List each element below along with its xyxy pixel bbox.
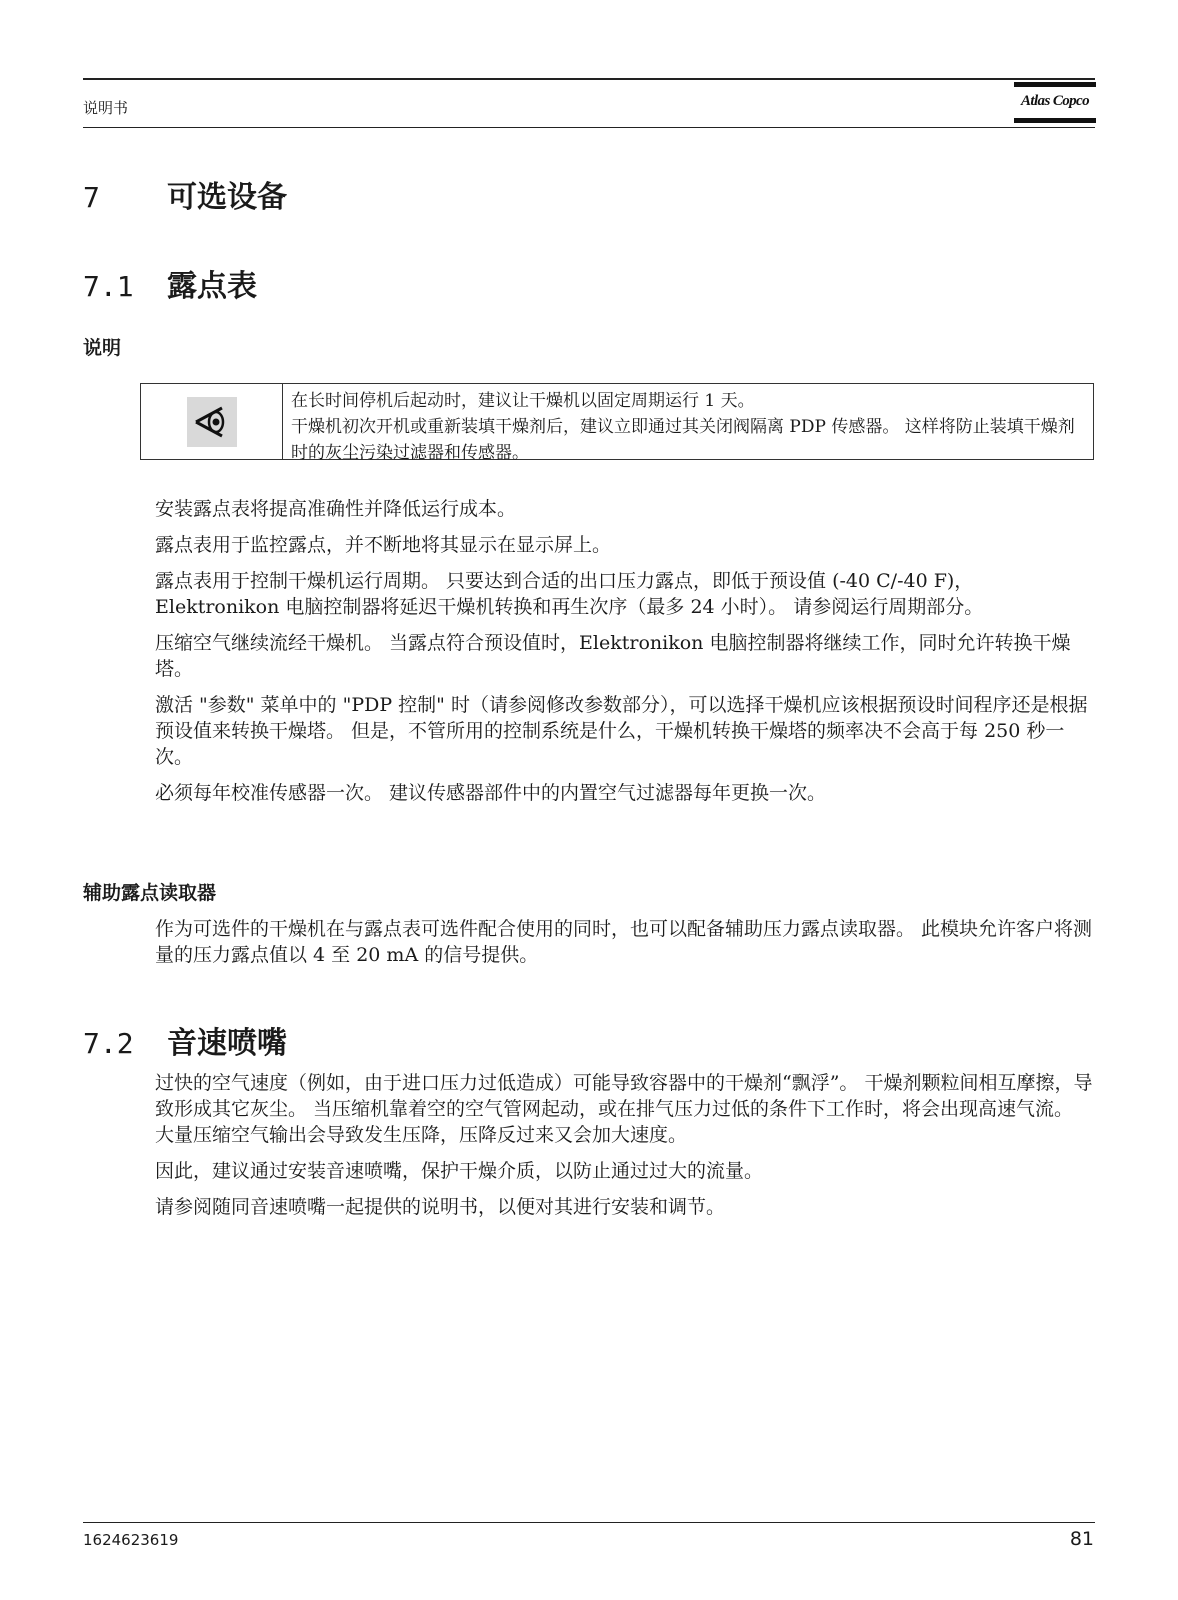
header-bottom-rule	[83, 127, 1095, 128]
paragraph: 必须每年校准传感器一次。 建议传感器部件中的内置空气过滤器每年更换一次。	[155, 782, 827, 804]
paragraph: 露点表用于控制干燥机运行周期。 只要达到合适的出口压力露点，即低于预设值 (-40 C/-40 F)，Elektronikon 电脑控制器将延迟干燥机转换和再生次序（最多 24 小时）。 请参阅运行周期部分。	[155, 570, 984, 618]
aux-dewpoint-subheading: 辅助露点读取器	[83, 882, 217, 904]
header-top-rule	[83, 78, 1095, 80]
paragraph: 露点表用于监控露点，并不断地将其显示在显示屏上。	[155, 534, 612, 556]
section-title: 露点表	[167, 269, 257, 304]
paragraph: 请参阅随同音速喷嘴一起提供的说明书，以便对其进行安装和调节。	[155, 1196, 726, 1218]
section-title: 可选设备	[167, 180, 287, 215]
section-7-1-body	[155, 496, 1095, 816]
paragraph: 激活 "参数" 菜单中的 "PDP 控制" 时（请参阅修改参数部分），可以选择干燥机应该根据预设时间程序还是根据预设值来转换干燥塔。 但是，不管所用的控制系统是什么，干燥机转换干燥塔的频率决不会高于每 250 秒一次。	[155, 694, 1088, 768]
paragraph: 因此，建议通过安装音速喷嘴，保护干燥介质，以防止通过过大的流量。	[155, 1160, 764, 1182]
section-7-1-heading	[83, 261, 257, 305]
note-text	[283, 384, 1093, 463]
paragraph: 作为可选件的干燥机在与露点表可选件配合使用的同时，也可以配备辅助压力露点读取器。 此模块允许客户将测量的压力露点值以 4 至 20 mA 的信号提供。	[155, 918, 1093, 966]
paragraph: 压缩空气继续流经干燥机。 当露点符合预设值时，Elektronikon 电脑控制器将继续工作，同时允许转换干燥塔。	[155, 632, 1071, 680]
logo-text: Atlas Copco	[1021, 93, 1089, 109]
atlas-copco-logo	[1014, 82, 1096, 126]
caution-note-box	[140, 383, 1094, 463]
section-number: 7	[83, 181, 100, 214]
eye-icon	[187, 397, 237, 447]
section-title: 音速喷嘴	[167, 1026, 287, 1061]
page-number: 81	[1069, 1528, 1094, 1550]
paragraph: 安装露点表将提高准确性并降低运行成本。	[155, 498, 517, 520]
section-7-2-body	[155, 1070, 1095, 1230]
note-icon-cell	[141, 384, 283, 459]
section-number: 7.1	[83, 270, 134, 303]
paragraph: 过快的空气速度（例如，由于进口压力过低造成）可能导致容器中的干燥剂“飘浮”。 干燥剂颗粒间相互摩擦，导致形成其它灰尘。 当压缩机靠着空的空气管网起动，或在排气压力过低的条件下工作时，将会出现高速气流。 大量压缩空气输出会导致发生压降，压降反过来又会加大速度。	[155, 1072, 1093, 1146]
note-line-2: 干燥机初次开机或重新装填干燥剂后，建议立即通过其关闭阀隔离 PDP 传感器。 这样将防止装填干燥剂时的灰尘污染过滤器和传感器。	[291, 417, 1075, 463]
section-number: 7.2	[83, 1027, 134, 1060]
description-subheading: 说明	[83, 337, 122, 359]
note-line-1: 在长时间停机后起动时，建议让干燥机以固定周期运行 1 天。	[291, 391, 755, 411]
doc-number: 1624623619	[83, 1531, 179, 1549]
aux-dewpoint-body	[155, 916, 1095, 978]
footer-rule	[83, 1522, 1095, 1523]
header-label: 说明书	[83, 99, 129, 117]
section-7-2-heading	[83, 1018, 287, 1062]
section-7-heading	[83, 172, 287, 216]
